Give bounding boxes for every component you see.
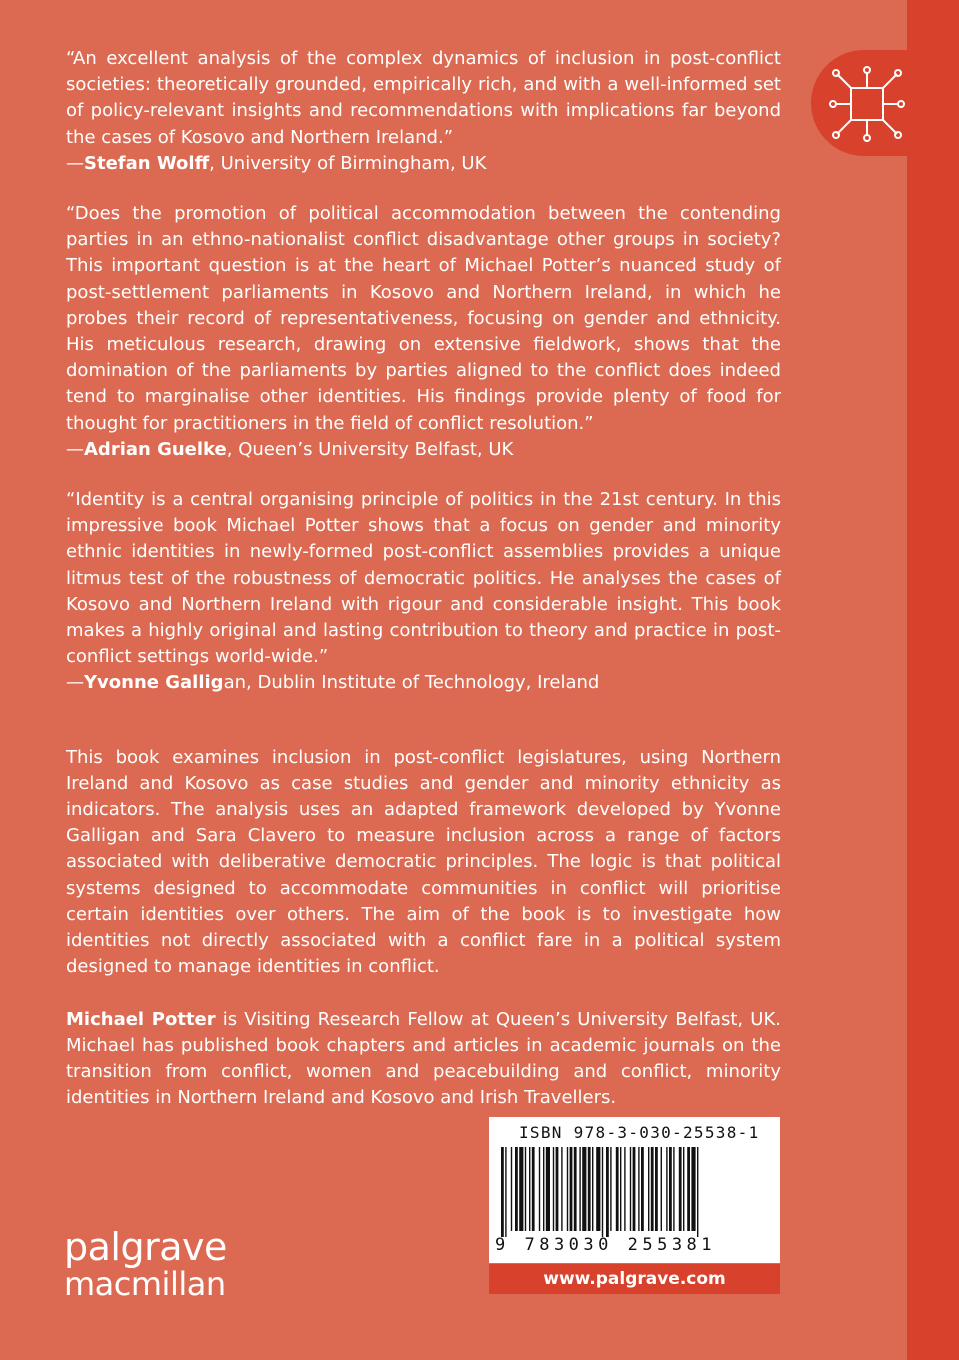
- barcode-bar: [620, 1147, 621, 1231]
- author-bio-text: is Visiting Research Fellow at Queen’s University Belfast, UK. Michael has published book chapters and articles in academic journals on the transition from conflict, women and peacebuilding and conflict, minority identities in Northern Ireland and Kosovo and Irish Travellers.: [66, 1008, 782, 1109]
- barcode-bar: [525, 1147, 526, 1231]
- barcode-bar: [661, 1147, 662, 1231]
- barcode-bar: [673, 1147, 674, 1231]
- barcode-bar: [501, 1147, 504, 1237]
- barcode-bar: [633, 1147, 636, 1231]
- publisher-emblem: [811, 50, 959, 156]
- barcode-bar: [515, 1147, 518, 1231]
- isbn-digits: 9 783030 255381: [495, 1235, 717, 1255]
- author-bio: [66, 1007, 781, 1112]
- quote-1-attribution: —Stefan Wolff, University of Birmingham, UK: [66, 152, 487, 174]
- quote-3-attribution: —Yvonne Galligan, Dublin Institute of Technology, Ireland: [66, 672, 600, 694]
- quote-3-author: Yvonne Gallig: [84, 672, 224, 694]
- barcode-bar: [553, 1147, 554, 1231]
- quote-2-attribution: —Adrian Guelke, Queen’s University Belfast, UK: [66, 438, 514, 460]
- barcode-bar: [691, 1147, 695, 1231]
- book-description: This book examines inclusion in post-conflict legislatures, using Northern Ireland and Kosovo as case studies and gender and minority ethnicity as indicators. The analysis uses an adapted framework developed by Yvonne Galligan and Sara Clavero to measure inclusion across a range of factors associated with deliberative democratic principles. The logic is that political systems designed to accommodate communities in conflict will prioritise certain identities over others. The aim of the book is to investigate how identities not directly associated with a conflict fare in a political system designed to manage identities in conflict.: [66, 746, 781, 978]
- back-cover-text: [66, 46, 781, 1111]
- barcode-bar: [624, 1147, 625, 1231]
- barcode-bar: [543, 1147, 544, 1231]
- quote-3-affiliation: , Dublin Institute of Technology, Ireland: [246, 672, 600, 694]
- barcode-bar: [616, 1147, 619, 1231]
- barcode-bar: [630, 1147, 631, 1231]
- barcode-bar: [567, 1147, 568, 1231]
- website-link[interactable]: www.palgrave.com: [489, 1264, 780, 1294]
- barcode-bar: [697, 1147, 698, 1237]
- barcode-bar: [610, 1147, 611, 1231]
- barcode-bar: [638, 1147, 639, 1231]
- barcode-bar: [592, 1147, 593, 1231]
- barcode-bar: [602, 1147, 603, 1237]
- barcode-bar: [641, 1147, 644, 1231]
- barcode-bar: [574, 1147, 577, 1231]
- barcode-bar: [519, 1147, 523, 1231]
- barcode-bar: [655, 1147, 658, 1231]
- barcode-bar: [596, 1147, 600, 1231]
- isbn-barcode: [489, 1117, 780, 1263]
- barcode-bar: [532, 1147, 535, 1231]
- barcode-bar: [505, 1147, 506, 1237]
- network-emblem-icon: [827, 64, 907, 144]
- author-bio-name: Michael Potter: [66, 1008, 216, 1030]
- barcode-bars: [501, 1147, 768, 1237]
- logo-line-1: palgrave: [64, 1225, 227, 1269]
- barcode-bar: [669, 1147, 672, 1231]
- quote-3-author-tail: an: [223, 672, 247, 694]
- quote-1-author: Stefan Wolff: [84, 152, 210, 174]
- barcode-bar: [606, 1147, 609, 1237]
- logo-line-2: macmillan: [64, 1265, 226, 1303]
- quote-2: “Does the promotion of political accommodation between the contending parties in an ethno-nationalist conflict disadvantage other groups in society? This important question is at the heart of Michael Potter’s nuanced study of post-settlement parliaments in Kosovo and Northern Ireland, in which he probes their record of representativeness, focusing on gender and ethnicity. His meticulous research, drawing on extensive fieldwork, shows that the domination of the parliaments by parties aligned to the conflict does indeed tend to marginalise other identities. His findings provide plenty of food for thought for practitioners in the field of conflict resolution.”: [66, 203, 781, 434]
- barcode-bar: [529, 1147, 530, 1231]
- barcode-bar: [546, 1147, 550, 1231]
- barcode-bar: [648, 1147, 649, 1231]
- quote-1-affiliation: , University of Birmingham, UK: [209, 152, 487, 174]
- quote-3: “Identity is a central organising principle of politics in the 21st century. In this impressive book Michael Potter shows that a focus on gender and minority ethnic identities in newly-formed post-conflict assemblies provides a unique litmus test of the robustness of democratic politics. He analyses the cases of Kosovo and Northern Ireland with rigour and considerable insight. This book makes a highly original and lasting contribution to theory and practice in post-conflict settings world-wide.”: [66, 489, 781, 668]
- barcode-bar: [579, 1147, 580, 1231]
- publisher-logo: [64, 1225, 227, 1303]
- isbn-label: ISBN 978-3-030-25538-1: [519, 1123, 760, 1142]
- barcode-bar: [651, 1147, 654, 1231]
- spine-strip: [907, 0, 959, 1360]
- quote-1: “An excellent analysis of the complex dynamics of inclusion in post-conflict societies: theoretically grounded, empirically rich, and with a well-informed set of policy-relevant insights and recommendations with implications far beyond the cases of Kosovo and Northern Ireland.”: [66, 48, 781, 148]
- quote-2-author: Adrian Guelke: [84, 438, 227, 460]
- barcode-bar: [561, 1147, 562, 1231]
- barcode-bar: [556, 1147, 559, 1231]
- barcode-bar: [679, 1147, 682, 1231]
- barcode-bar: [683, 1147, 684, 1231]
- quote-2-affiliation: , Queen’s University Belfast, UK: [226, 438, 514, 460]
- barcode-bar: [666, 1147, 667, 1231]
- barcode-bar: [687, 1147, 690, 1231]
- barcode-bar: [588, 1147, 591, 1231]
- barcode-bar: [570, 1147, 573, 1231]
- barcode-bar: [511, 1147, 512, 1231]
- barcode-bar: [539, 1147, 540, 1231]
- barcode-bar: [582, 1147, 586, 1231]
